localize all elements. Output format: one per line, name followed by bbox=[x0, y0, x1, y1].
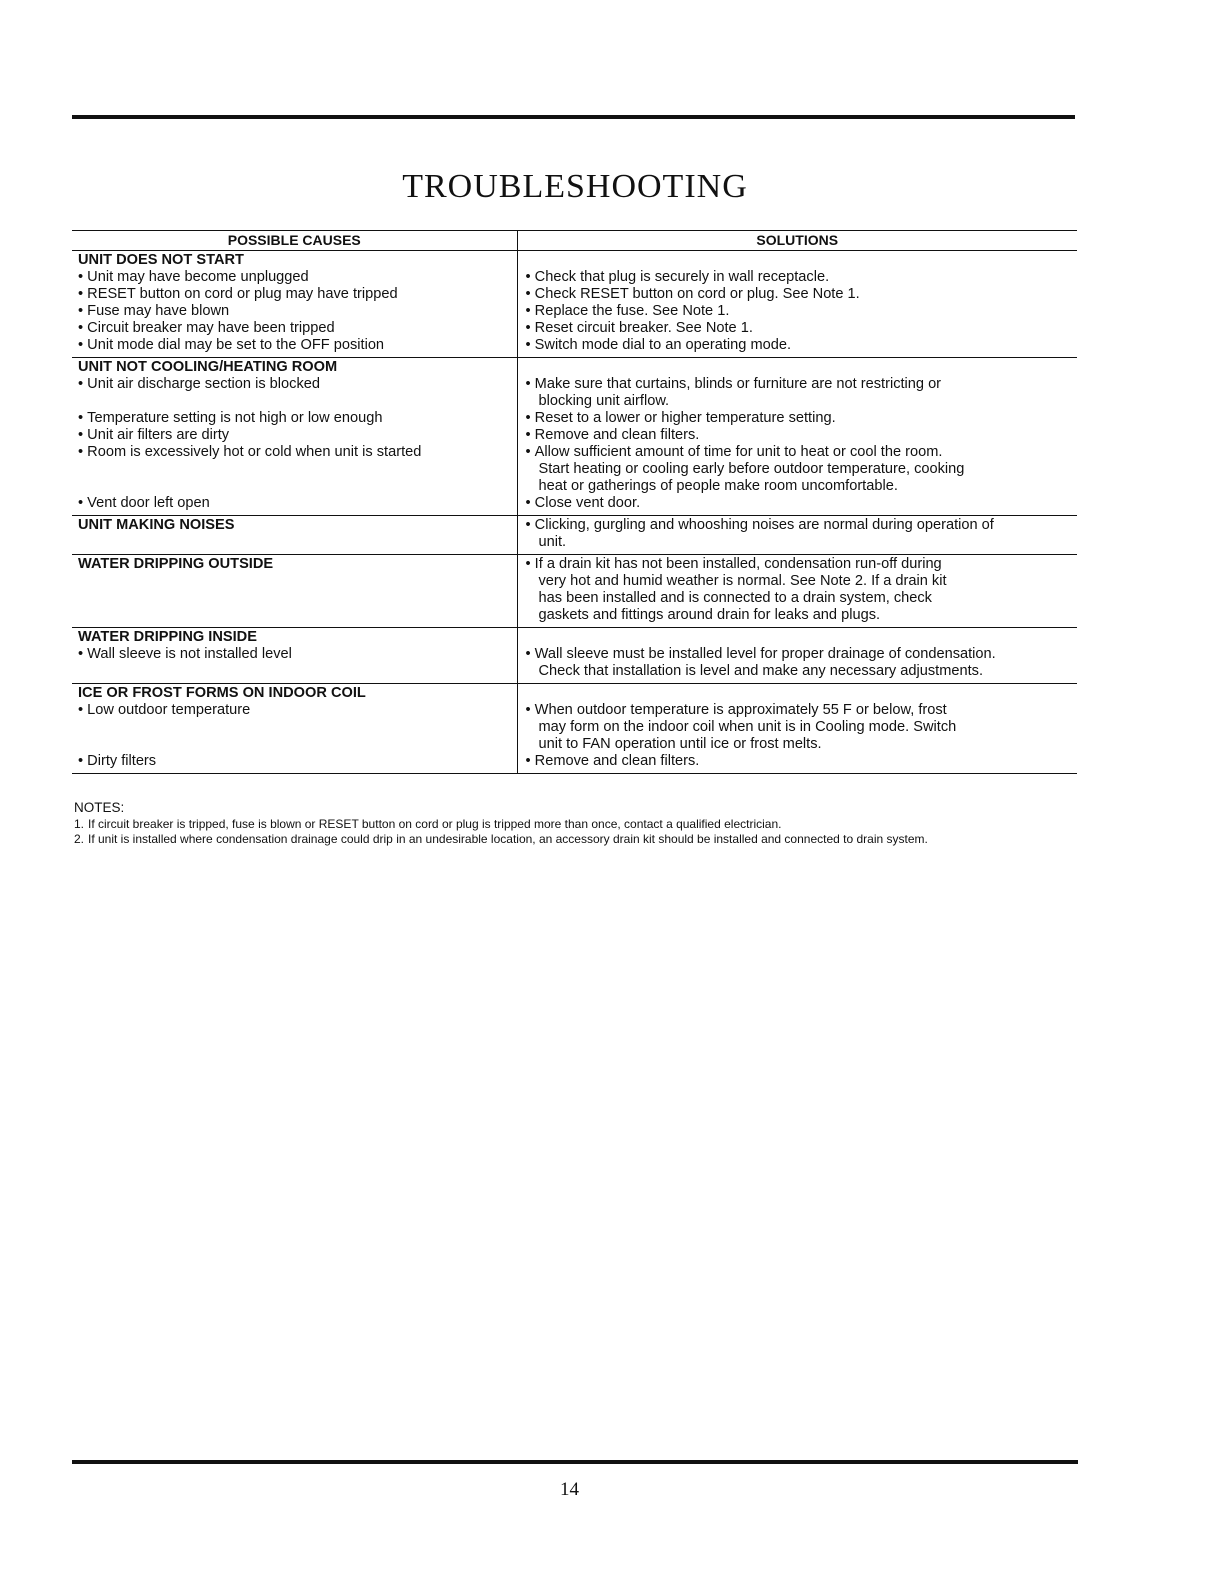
note-text: If unit is installed where condensation drainage could drip in an undesirable location, an accessory drain kit should be installed and connected to drain system. bbox=[88, 832, 928, 846]
top-rule bbox=[72, 115, 1075, 119]
solution-item-continued: blocking unit airflow. bbox=[538, 393, 670, 409]
solution-item: • Check RESET button on cord or plug. See Note 1. bbox=[526, 286, 1078, 303]
cause-item: • Circuit breaker may have been tripped bbox=[78, 320, 517, 337]
section-heading: UNIT MAKING NOISES bbox=[78, 517, 235, 533]
note-number: 1. bbox=[74, 817, 85, 831]
solution-item-continued: very hot and humid weather is normal. See Note 2. If a drain kit bbox=[538, 573, 947, 589]
causes-cell bbox=[72, 516, 517, 555]
solutions-cell bbox=[517, 555, 1077, 628]
solution-item: • Replace the fuse. See Note 1. bbox=[526, 303, 1078, 320]
solution-item: • Close vent door. bbox=[526, 495, 1078, 512]
solution-item: • Remove and clean filters. bbox=[526, 427, 1078, 444]
causes-cell bbox=[72, 684, 517, 774]
solutions-cell bbox=[517, 628, 1077, 684]
header-solutions: SOLUTIONS bbox=[517, 231, 1077, 251]
section-heading: UNIT NOT COOLING/HEATING ROOM bbox=[78, 359, 338, 375]
header-possible-causes: POSSIBLE CAUSES bbox=[72, 231, 517, 251]
note-item bbox=[74, 832, 1084, 847]
solution-item: • Remove and clean filters. bbox=[526, 753, 1078, 770]
solutions-cell bbox=[517, 684, 1077, 774]
note-number: 2. bbox=[74, 832, 85, 846]
causes-cell bbox=[72, 251, 517, 358]
solution-item-continued: has been installed and is connected to a drain system, check bbox=[538, 590, 932, 606]
notes-heading: NOTES: bbox=[74, 800, 125, 815]
table-row bbox=[72, 251, 1077, 358]
causes-cell bbox=[72, 628, 517, 684]
note-text: If circuit breaker is tripped, fuse is blown or RESET button on cord or plug is tripped more than once, contact a qualified electrician. bbox=[88, 817, 782, 831]
cause-item: • Unit air discharge section is blocked bbox=[78, 376, 517, 393]
section-heading: ICE OR FROST FORMS ON INDOOR COIL bbox=[78, 685, 366, 701]
cause-item: • Dirty filters bbox=[78, 753, 517, 770]
solution-item: • Allow sufficient amount of time for unit to heat or cool the room. bbox=[526, 444, 1078, 461]
page-number: 14 bbox=[560, 1479, 579, 1500]
section-heading: UNIT DOES NOT START bbox=[78, 252, 244, 268]
cause-item: • Room is excessively hot or cold when unit is started bbox=[78, 444, 517, 461]
solution-item: • Wall sleeve must be installed level for proper drainage of condensation. bbox=[526, 646, 1078, 663]
solution-item: • Clicking, gurgling and whooshing noises are normal during operation of bbox=[526, 517, 1078, 534]
solution-item-continued: unit to FAN operation until ice or frost melts. bbox=[538, 736, 822, 752]
solution-item: • Reset to a lower or higher temperature setting. bbox=[526, 410, 1078, 427]
solution-item-continued: heat or gatherings of people make room uncomfortable. bbox=[538, 478, 898, 494]
causes-cell bbox=[72, 358, 517, 516]
troubleshooting-table bbox=[72, 230, 1077, 774]
page-title: TROUBLESHOOTING bbox=[402, 168, 748, 205]
cause-item: • Unit air filters are dirty bbox=[78, 427, 517, 444]
cause-item: • Low outdoor temperature bbox=[78, 702, 517, 719]
solutions-cell bbox=[517, 358, 1077, 516]
note-item bbox=[74, 817, 1084, 832]
solution-item-continued: Start heating or cooling early before outdoor temperature, cooking bbox=[538, 461, 965, 477]
bottom-rule bbox=[72, 1460, 1078, 1464]
solution-item: • Check that plug is securely in wall receptacle. bbox=[526, 269, 1078, 286]
solution-item-continued: gaskets and fittings around drain for leaks and plugs. bbox=[538, 607, 881, 623]
cause-item: • Temperature setting is not high or low enough bbox=[78, 410, 517, 427]
solutions-cell bbox=[517, 516, 1077, 555]
section-heading: WATER DRIPPING OUTSIDE bbox=[78, 556, 274, 572]
table-row bbox=[72, 555, 1077, 628]
solution-item-continued: Check that installation is level and make any necessary adjustments. bbox=[538, 663, 984, 679]
table-row bbox=[72, 358, 1077, 516]
cause-item: • Unit mode dial may be set to the OFF position bbox=[78, 337, 517, 354]
solution-item: • When outdoor temperature is approximately 55 F or below, frost bbox=[526, 702, 1078, 719]
cause-item: • Unit may have become unplugged bbox=[78, 269, 517, 286]
section-heading: WATER DRIPPING INSIDE bbox=[78, 629, 257, 645]
solution-item: • Make sure that curtains, blinds or furniture are not restricting or bbox=[526, 376, 1078, 393]
notes bbox=[74, 799, 1084, 847]
causes-cell bbox=[72, 555, 517, 628]
table-row bbox=[72, 516, 1077, 555]
cause-item: • Vent door left open bbox=[78, 495, 517, 512]
cause-item: • Wall sleeve is not installed level bbox=[78, 646, 517, 663]
solutions-cell bbox=[517, 251, 1077, 358]
cause-item: • RESET button on cord or plug may have tripped bbox=[78, 286, 517, 303]
solution-item: • Switch mode dial to an operating mode. bbox=[526, 337, 1078, 354]
cause-item: • Fuse may have blown bbox=[78, 303, 517, 320]
table-row bbox=[72, 684, 1077, 774]
solution-item: • Reset circuit breaker. See Note 1. bbox=[526, 320, 1078, 337]
solution-item-continued: unit. bbox=[538, 534, 567, 550]
solution-item-continued: may form on the indoor coil when unit is in Cooling mode. Switch bbox=[538, 719, 957, 735]
table-header-row bbox=[72, 231, 1077, 251]
solution-item: • If a drain kit has not been installed, condensation run-off during bbox=[526, 556, 1078, 573]
table-row bbox=[72, 628, 1077, 684]
